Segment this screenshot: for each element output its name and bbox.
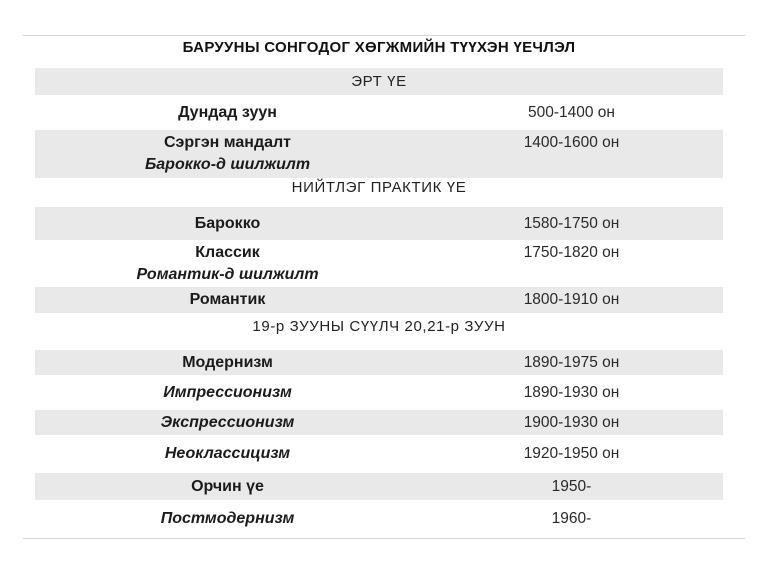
period-name: Дундад зуун: [178, 103, 277, 121]
period-name-cell: [35, 473, 420, 500]
period-sub-name: Романтик-д шилжилт: [136, 265, 319, 283]
period-years-cell: [420, 375, 723, 410]
period-name: Импрессионизм: [163, 383, 292, 401]
period-name: Сэргэн мандалт: [163, 134, 291, 151]
section-header-label: ЭРТ ҮЕ: [351, 73, 407, 90]
period-name-cell: [35, 375, 420, 410]
table-title-row: [35, 35, 723, 68]
table-row: [35, 130, 723, 178]
music-history-table: [35, 35, 723, 538]
period-name: Экспрессионизм: [160, 413, 295, 431]
period-years: 1800-1910 он: [523, 291, 620, 308]
table-row: [35, 207, 723, 240]
period-name: Модернизм: [182, 353, 273, 371]
period-years-cell: [420, 350, 723, 375]
period-years: 1920-1950 он: [523, 445, 620, 462]
period-name-cell: [35, 410, 420, 435]
period-years-cell: [420, 240, 723, 287]
period-years: 1890-1930 он: [523, 383, 620, 401]
period-name-cell: [35, 240, 420, 287]
period-years-cell: [420, 287, 723, 313]
period-years-cell: [420, 500, 723, 538]
table-row: [35, 473, 723, 500]
period-name: Постмодернизм: [160, 510, 295, 527]
period-name-cell: [35, 130, 420, 178]
period-sub-name: Барокко-д шилжилт: [144, 156, 311, 173]
table-row: [35, 435, 723, 473]
period-years: 1580-1750 он: [523, 214, 620, 232]
period-name: Орчин үе: [191, 477, 264, 495]
period-years-cell: [420, 95, 723, 130]
section-header-label: 19-р ЗУУНЫ СҮҮЛЧ 20,21-р ЗУУН: [252, 318, 506, 335]
period-name: Романтик: [189, 291, 266, 308]
table-bottom-border: [23, 538, 745, 539]
table-row: [35, 500, 723, 538]
period-years-cell: [420, 473, 723, 500]
table-row: [35, 410, 723, 435]
period-years-cell: [420, 130, 723, 178]
period-years: 1400-1600 он: [523, 134, 620, 151]
period-name-cell: [35, 435, 420, 473]
period-name-cell: [35, 207, 420, 240]
period-years: 500-1400 он: [528, 103, 615, 121]
table-row: [35, 240, 723, 287]
period-name-cell: [35, 287, 420, 313]
period-years: 1900-1930 он: [523, 413, 620, 431]
table-row: [35, 95, 723, 130]
period-years: 1950-: [551, 477, 592, 495]
period-years: 1750-1820 он: [523, 244, 620, 261]
section-header-row: [35, 178, 723, 207]
period-name-cell: [35, 500, 420, 538]
table-title: БАРУУНЫ СОНГОДОГ ХӨГЖМИЙН ТҮҮХЭН ҮЕЧЛЭЛ: [182, 38, 576, 56]
period-name: Барокко: [194, 214, 261, 232]
period-name-cell: [35, 350, 420, 375]
table-row: [35, 375, 723, 410]
section-header-label: НИЙТЛЭГ ПРАКТИК ҮЕ: [291, 179, 467, 196]
period-years-cell: [420, 207, 723, 240]
period-years-cell: [420, 410, 723, 435]
period-name-cell: [35, 95, 420, 130]
period-name: Неоклассицизм: [164, 445, 291, 462]
period-years: 1890-1975 он: [523, 353, 620, 371]
period-years: 1960-: [551, 510, 592, 527]
period-name: Классик: [195, 243, 260, 261]
period-years-cell: [420, 435, 723, 473]
table-row: [35, 287, 723, 313]
table-row: [35, 350, 723, 375]
section-header-row: [35, 68, 723, 95]
section-header-row: [35, 313, 723, 350]
